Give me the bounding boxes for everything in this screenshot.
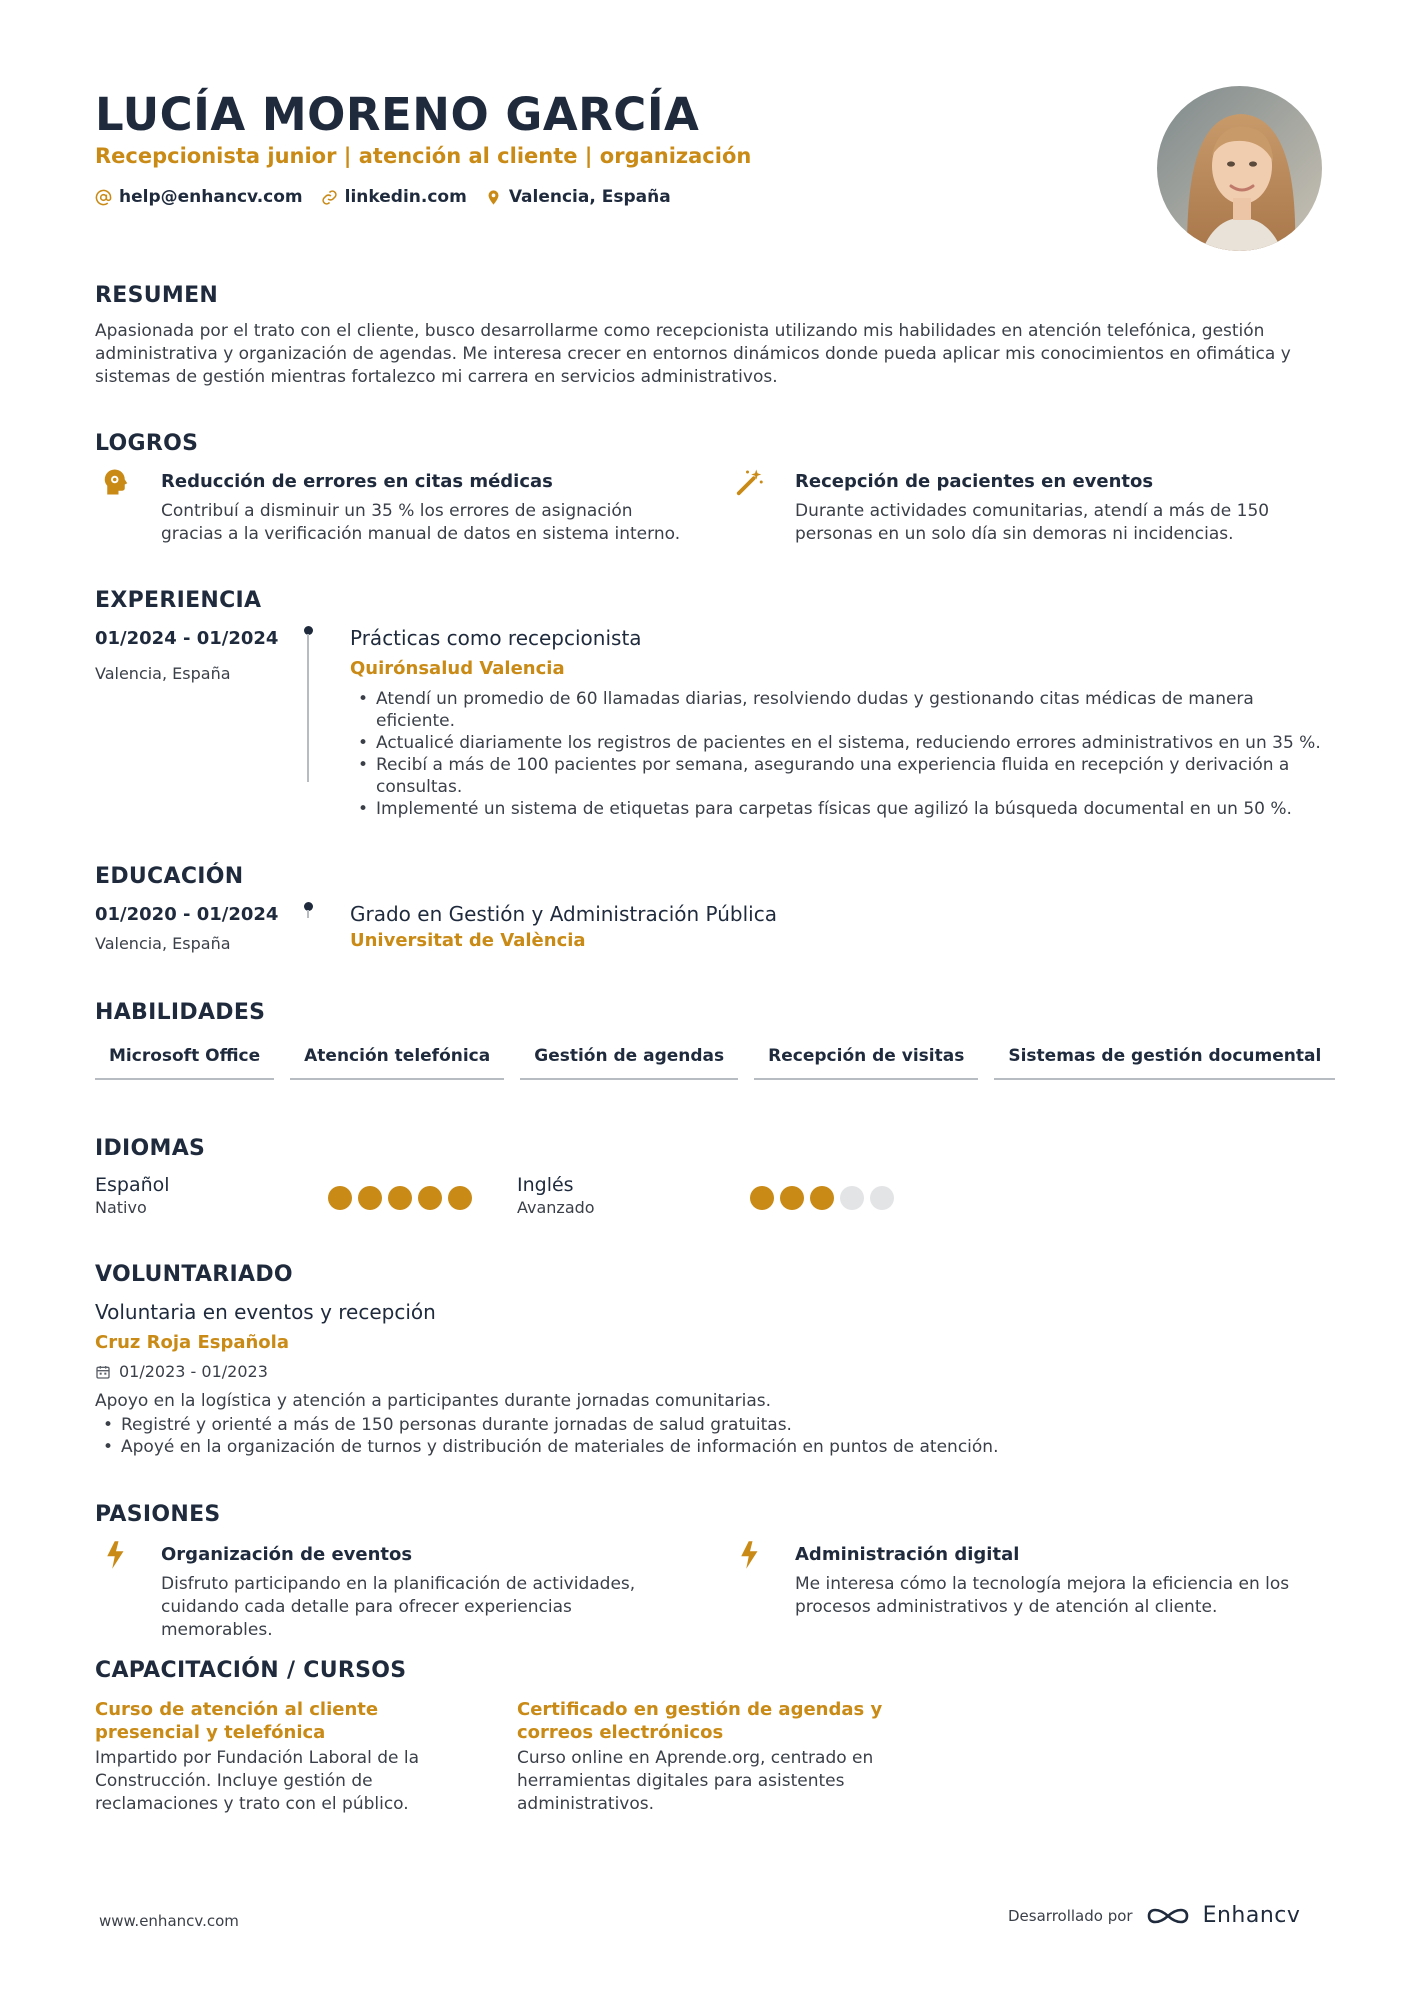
footer-powered-by: Desarrollado por [1008,1906,1133,1925]
education-degree: Grado en Gestión y Administración Pública [350,902,777,926]
achievement-title: Recepción de pacientes en eventos [795,471,1154,492]
magic-wand-icon [735,467,765,497]
volunteering-description: Apoyo en la logística y atención a participantes durante jornadas comunitarias. [95,1391,771,1411]
volunteering-bullet: • Apoyé en la organización de turnos y distribución de materiales de información en puntos de atención. [95,1436,1320,1458]
skill-tag: Microsoft Office [95,1040,274,1080]
course-item [95,1698,485,1816]
location-pin-icon [485,189,502,206]
rating-dot-empty [870,1186,894,1210]
language-level: Nativo [95,1198,147,1217]
passion-title: Administración digital [795,1544,1020,1565]
experience-role: Prácticas como recepcionista [350,626,642,650]
timeline-line [307,910,309,918]
rating-dot-filled [388,1186,412,1210]
volunteering-org: Cruz Roja Española [95,1332,289,1353]
experience-bullets [350,688,1325,820]
course-text: Curso online en Aprende.org, centrado en herramientas digitales para asistentes administrativos. [517,1748,874,1814]
profile-photo [1157,86,1322,251]
education-dates: 01/2020 - 01/2024 [95,904,279,925]
contact-email-text: help@enhancv.com [119,187,303,207]
contact-location [485,187,671,207]
passion-text: Me interesa cómo la tecnología mejora la eficiencia en los procesos administrativos y de atención al cliente. [795,1574,1290,1617]
lightning-icon [101,1540,131,1570]
skill-tag: Sistemas de gestión documental [994,1040,1335,1080]
skill-tag: Recepción de visitas [754,1040,978,1080]
achievement-text: Contribuí a disminuir un 35 % los errores de asignación gracias a la verificación manual de datos en sistema interno. [161,501,681,544]
candidate-subtitle: Recepcionista junior | atención al cliente | organización [95,144,752,168]
contact-location-text: Valencia, España [508,187,671,207]
education-location: Valencia, España [95,934,231,953]
footer-website[interactable]: www.enhancv.com [99,1912,239,1930]
candidate-name: LUCÍA MORENO GARCÍA [95,88,700,141]
volunteering-title: VOLUNTARIADO [95,1262,293,1287]
summary-title: RESUMEN [95,283,219,308]
skills-list [95,1040,1335,1080]
contact-linkedin-text: linkedin.com [344,187,467,207]
footer-brand: Enhancv [1202,1903,1301,1928]
skill-tag: Atención telefónica [290,1040,504,1080]
rating-dot-filled [328,1186,352,1210]
course-title: Certificado en gestión de agendas y correos electrónicos [517,1699,883,1743]
rating-dot-filled [418,1186,442,1210]
skill-tag: Gestión de agendas [520,1040,738,1080]
language-item [95,1174,170,1217]
education-title: EDUCACIÓN [95,864,244,889]
experience-bullet: • Atendí un promedio de 60 llamadas diarias, resolviendo dudas y gestionando citas médicas de manera eficiente. [350,688,1325,732]
passion-text: Disfruto participando en la planificación de actividades, cuidando cada detalle para ofrecer experiencias memorables. [161,1574,636,1640]
experience-dates: 01/2024 - 01/2024 [95,628,279,649]
passions-title: PASIONES [95,1502,221,1527]
achievement-title: Reducción de errores en citas médicas [161,471,553,492]
achievement-text: Durante actividades comunitarias, atendí a más de 150 personas en un solo día sin demoras ni incidencias. [795,501,1270,544]
language-rating [750,1186,894,1210]
language-level: Avanzado [517,1198,595,1217]
course-item [517,1698,907,1816]
head-gear-icon [101,467,131,497]
experience-bullet: • Actualicé diariamente los registros de pacientes en el sistema, reduciendo errores administrativos en un 35 %. [350,732,1325,754]
course-text: Impartido por Fundación Laboral de la Construcción. Incluye gestión de reclamaciones y trato con el público. [95,1748,420,1814]
footer-branding [1008,1903,1300,1928]
language-name: Español [95,1174,170,1196]
language-item [517,1174,595,1217]
summary-text: Apasionada por el trato con el cliente, busco desarrollarme como recepcionista utilizando mis habilidades en atención telefónica, gestión administrativa y organización de agendas. Me interesa crecer en entornos dinámicos donde pueda aplicar mis conocimientos en ofimática y sistemas de gestión mientras fortalezco mi carrera en servicios administrativos. [95,321,1291,387]
rating-dot-empty [840,1186,864,1210]
volunteering-dates: 01/2023 - 01/2023 [119,1362,268,1381]
education-school: Universitat de València [350,930,586,951]
at-icon [95,189,112,206]
rating-dot-filled [750,1186,774,1210]
rating-dot-filled [358,1186,382,1210]
passion-title: Organización de eventos [161,1544,413,1565]
contact-bar [95,187,671,207]
volunteering-bullet: • Registré y orienté a más de 150 personas durante jornadas de salud gratuitas. [95,1414,1320,1436]
achievements-title: LOGROS [95,431,199,456]
calendar-icon [95,1364,111,1380]
experience-bullet: • Recibí a más de 100 pacientes por semana, asegurando una experiencia fluida en recepción y derivación a consultas. [350,754,1325,798]
timeline-line [307,634,309,782]
experience-location: Valencia, España [95,664,231,683]
language-rating [328,1186,472,1210]
experience-title: EXPERIENCIA [95,588,262,613]
rating-dot-filled [780,1186,804,1210]
courses-title: CAPACITACIÓN / CURSOS [95,1658,407,1683]
volunteering-role: Voluntaria en eventos y recepción [95,1300,436,1324]
rating-dot-filled [810,1186,834,1210]
experience-bullet: • Implementé un sistema de etiquetas para carpetas físicas que agilizó la búsqueda documental en un 50 %. [350,798,1325,820]
contact-email[interactable] [95,187,303,207]
languages-title: IDIOMAS [95,1136,206,1161]
skills-title: HABILIDADES [95,1000,266,1025]
experience-org: Quirónsalud Valencia [350,658,565,679]
language-name: Inglés [517,1174,574,1196]
contact-linkedin[interactable] [321,187,467,207]
volunteering-bullets [95,1414,1320,1458]
lightning-icon [735,1540,765,1570]
rating-dot-filled [448,1186,472,1210]
volunteering-date-row [95,1362,268,1381]
course-title: Curso de atención al cliente presencial y telefónica [95,1699,379,1743]
enhancv-logo-icon [1145,1904,1191,1928]
link-icon [321,189,338,206]
